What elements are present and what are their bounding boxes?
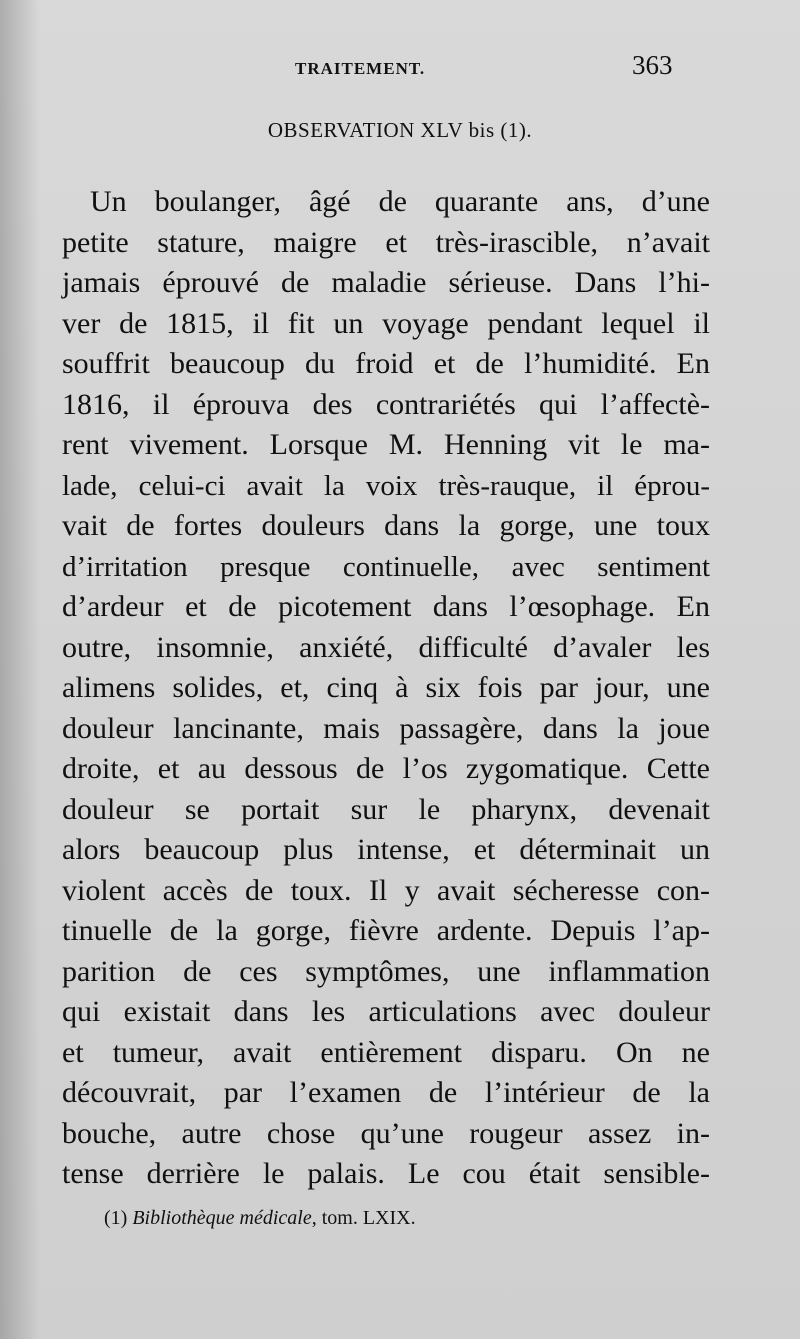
text-line: vait de fortes douleurs dans la gorge, une toux [62,509,710,542]
text-line: outre, insomnie, anxiété, difficulté d’avaler les [62,630,710,664]
footnote-title: Bibliothèque médicale [132,1207,312,1229]
text-line: petite stature, maigre et très-irascible, n’avait [62,225,710,259]
text-line: d’irritation presque continuelle, avec sentiment [62,550,710,583]
page-number: 363 [632,50,673,80]
text-line: d’ardeur et de picotement dans l’œsophage. En [62,590,710,623]
text-line: Un boulanger, âgé de quarante ans, d’une [90,185,710,218]
footnote [104,1207,416,1230]
text-line: souffrit beaucoup du froid et de l’humidité. En [62,347,710,380]
running-head: TRAITEMENT. [295,59,426,78]
text-line: violent accès de toux. Il y avait sécheresse con- [62,873,710,907]
text-line: alimens solides, et, cinq à six fois par jour, une [62,671,710,704]
text-line: jamais éprouvé de maladie sérieuse. Dans l’hi- [62,266,710,299]
observation-title: OBSERVATION XLV bis (1). [267,118,533,142]
page-gutter-shadow [0,0,40,1339]
text-line: découvrait, par l’examen de l’intérieur de la [62,1076,710,1109]
text-line: tense derrière le palais. Le cou était sensible- [62,1157,710,1190]
text-line: parition de ces symptômes, une inflammation [62,954,710,988]
text-line: 1816, il éprouva des contrariétés qui l’affectè- [62,387,710,421]
footnote-marker: (1) [104,1207,128,1229]
page-header [0,50,800,90]
footnote-rest: , tom. LXIX. [311,1207,416,1229]
text-line: qui existait dans les articulations avec douleur [62,995,710,1028]
text-line: lade, celui-ci avait la voix très-rauque, il éprou- [62,469,710,502]
text-line: bouche, autre chose qu’une rougeur assez in- [62,1116,710,1150]
text-line: tinuelle de la gorge, fièvre ardente. Depuis l’ap- [62,914,710,947]
text-line: ver de 1815, il fit un voyage pendant lequel il [62,306,710,340]
text-line: douleur lancinante, mais passagère, dans la joue [62,711,710,745]
text-line: alors beaucoup plus intense, et déterminait un [62,833,710,866]
text-line: et tumeur, avait entièrement disparu. On ne [62,1035,710,1069]
text-line: droite, et au dessous de l’os zygomatique. Cette [62,752,710,785]
text-line: douleur se portait sur le pharynx, devenait [62,792,710,826]
text-line: rent vivement. Lorsque M. Henning vit le ma- [62,428,710,461]
body-text [62,182,710,1195]
